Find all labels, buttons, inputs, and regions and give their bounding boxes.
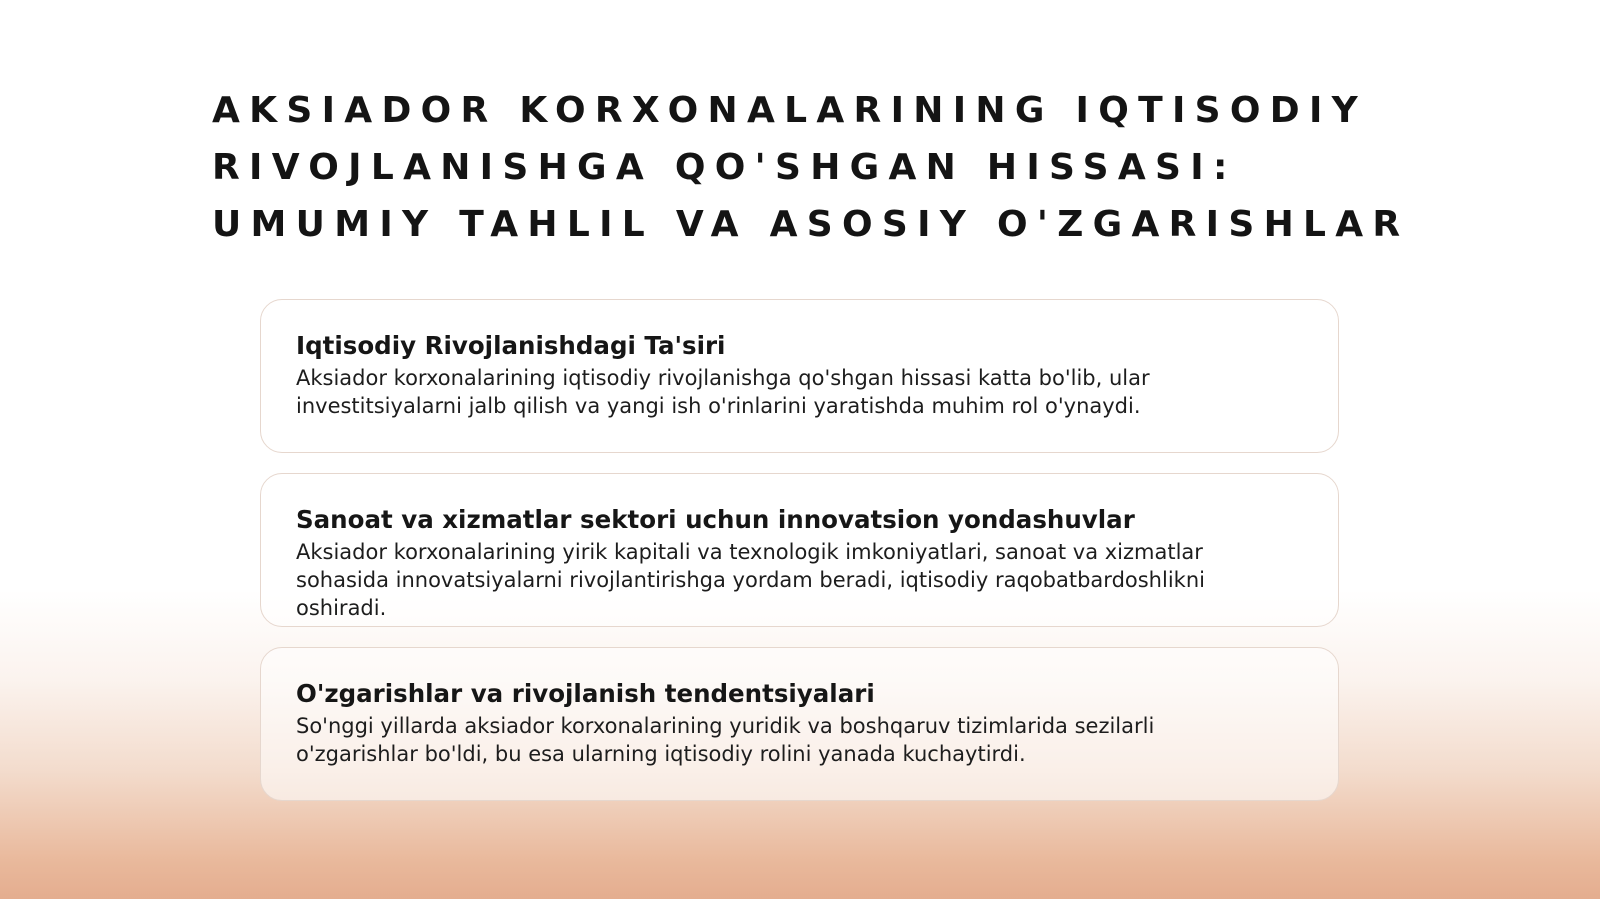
card-text: So'nggi yillarda aksiador korxonalarining yuridik va boshqaruv tizimlarida sezilarli o'zgarishlar bo'ldi, bu esa ularning iqtisodiy rolini yanada kuchaytirdi. [296,714,1155,766]
card-title: Sanoat va xizmatlar sektori uchun innovatsion yondashuvlar [296,505,1135,534]
card-text: Aksiador korxonalarining yirik kapitali va texnologik imkoniyatlari, sanoat va xizmatlar sohasida innovatsiyalarni rivojlantirishga yordam beradi, iqtisodiy raqobatbardoshlikni oshiradi. [296,540,1205,620]
slide-title [212,82,1592,253]
card-title: O'zgarishlar va rivojlanish tendentsiyalari [296,679,875,708]
slide-title-line: RIVOJLANISHGA QO'SHGAN HISSASI: [212,147,1237,188]
content-card [260,647,1339,801]
content-card [260,473,1339,627]
card-text: Aksiador korxonalarining iqtisodiy rivojlanishga qo'shgan hissasi katta bo'lib, ular investitsiyalarni jalb qilish va yangi ish o'rinlarini yaratishda muhim rol o'ynaydi. [296,366,1150,418]
slide-title-line: UMUMIY TAHLIL VA ASOSIY O'ZGARISHLAR [212,204,1410,245]
content-card [260,299,1339,453]
slide-title-line: AKSIADOR KORXONALARINING IQTISODIY [212,90,1368,131]
card-title: Iqtisodiy Rivojlanishdagi Ta'siri [296,331,726,360]
